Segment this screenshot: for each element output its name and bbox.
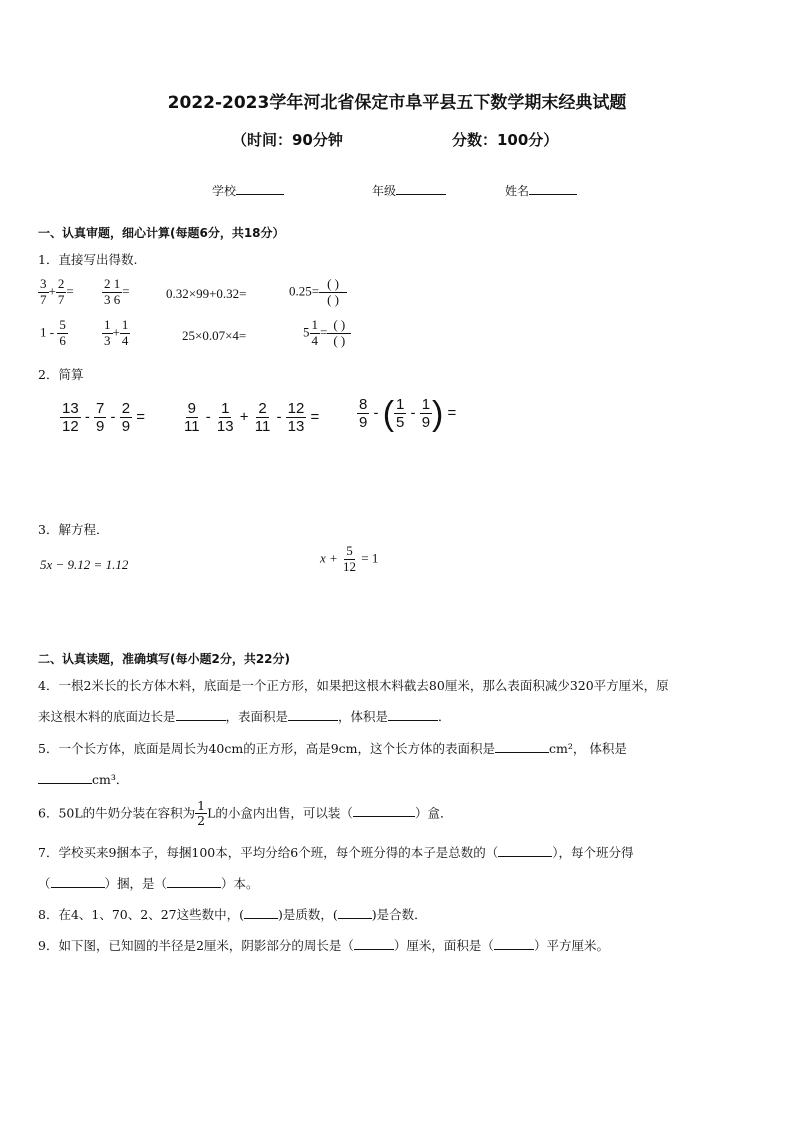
frac-den: 11 bbox=[184, 418, 200, 436]
q7-text-a: 7．学校买来9捆本子，每捆100本，平均分给6个班，每个班分得的本子是总数的（ bbox=[38, 845, 499, 860]
section2-heading: 二、认真读题，准确填写(每小题2分，共22分) bbox=[38, 652, 291, 666]
frac-num: 1 bbox=[221, 400, 230, 417]
q3-equation-1: 5x − 9.12 = 1.12 bbox=[40, 557, 129, 572]
q7-text-e: ）本。 bbox=[221, 876, 259, 891]
q6-text-b: L的小盒内出售，可以装（ bbox=[207, 805, 353, 821]
right-paren: ) bbox=[432, 394, 444, 433]
q4-text-c: ，体积是 bbox=[338, 709, 389, 724]
frac-den: 12 bbox=[343, 558, 357, 574]
section1-heading: 一、认真审题，细心计算(每题6分，共18分） bbox=[38, 226, 285, 240]
frac-den: 4 bbox=[311, 332, 318, 348]
q1-item-e bbox=[40, 318, 68, 349]
frac-num: 12 bbox=[287, 400, 305, 417]
frac-den: 11 bbox=[254, 418, 271, 436]
lead-text: 1 - bbox=[40, 324, 58, 340]
q1-item-c: 0.32×99+0.32= bbox=[166, 286, 247, 301]
frac-den: 7 bbox=[40, 291, 47, 307]
name-field bbox=[505, 182, 577, 199]
q2-label: 2．简算 bbox=[38, 367, 84, 382]
frac-num: 2 bbox=[258, 400, 267, 417]
q8-blank-prime[interactable] bbox=[244, 906, 278, 919]
q6-text-a: 6．50L的牛奶分装在容积为 bbox=[38, 805, 196, 821]
equals: = bbox=[310, 408, 320, 426]
q1-item-d bbox=[289, 277, 347, 308]
q7-text-d: ）捆，是（ bbox=[104, 876, 168, 891]
frac-num: 1 bbox=[311, 317, 318, 332]
frac-den: 3 6 bbox=[104, 291, 121, 307]
frac-num: 7 bbox=[96, 400, 105, 417]
operator: - bbox=[110, 408, 116, 426]
frac-den: ( ) bbox=[327, 291, 340, 307]
frac-den: 13 bbox=[216, 418, 234, 436]
frac-num: 2 bbox=[121, 400, 131, 417]
name-label: 姓名 bbox=[505, 184, 530, 198]
operator: + bbox=[239, 408, 249, 426]
q7-line-2 bbox=[38, 874, 259, 892]
q7-blank-books[interactable] bbox=[167, 875, 221, 888]
frac-num: 3 bbox=[40, 276, 47, 291]
q4-text-b: ，表面积是 bbox=[225, 709, 289, 724]
frac-num: 2 bbox=[57, 276, 65, 291]
frac-num: 5 bbox=[59, 317, 66, 332]
operator: + bbox=[112, 324, 120, 340]
operator: - bbox=[373, 404, 379, 422]
q1-label: 1．直接写出得数. bbox=[38, 252, 138, 267]
q6-blank[interactable] bbox=[353, 804, 415, 817]
q2-expr-3 bbox=[357, 396, 456, 432]
q8-text-b: )是质数，( bbox=[278, 907, 338, 922]
q9-blank-area[interactable] bbox=[494, 937, 534, 950]
frac-den: 4 bbox=[121, 332, 129, 348]
equals: = bbox=[447, 404, 457, 422]
q7-blank-fraction[interactable] bbox=[498, 844, 552, 857]
name-blank[interactable] bbox=[529, 182, 577, 195]
frac-num: ( ) bbox=[319, 277, 347, 293]
grade-label: 年级 bbox=[372, 184, 397, 198]
operator: - bbox=[84, 408, 90, 426]
q3-equation-2 bbox=[320, 544, 378, 575]
equals: = bbox=[122, 283, 130, 299]
q4-blank-area[interactable] bbox=[288, 708, 338, 721]
operator: - bbox=[410, 404, 416, 422]
q4-line-2 bbox=[38, 707, 451, 725]
q6-text-c: ）盒． bbox=[414, 805, 453, 821]
frac-den: 6 bbox=[59, 332, 66, 348]
q8-text-c: )是合数． bbox=[371, 907, 427, 922]
frac-den: 3 bbox=[104, 332, 111, 348]
q6-line bbox=[38, 799, 452, 829]
whole-number: 5 bbox=[303, 324, 310, 340]
frac-den: 12 bbox=[62, 418, 79, 436]
frac-num: 1 bbox=[104, 317, 111, 332]
q4-text-d: ． bbox=[438, 709, 451, 724]
q9-text-c: ）平方厘米。 bbox=[533, 938, 609, 953]
frac-num: 8 bbox=[359, 396, 368, 413]
left-paren: ( bbox=[382, 394, 395, 433]
school-field bbox=[212, 182, 284, 199]
q5-line-2 bbox=[38, 770, 128, 788]
q2-expr-2 bbox=[182, 400, 319, 436]
operator: - bbox=[205, 408, 211, 426]
q8-blank-composite[interactable] bbox=[338, 906, 372, 919]
q5-blank-volume[interactable] bbox=[38, 771, 92, 784]
q7-blank-bundles[interactable] bbox=[51, 875, 105, 888]
q4-blank-side[interactable] bbox=[176, 708, 226, 721]
q9-text-a: 9．如下图，已知圆的半径是2厘米，阴影部分的周长是（ bbox=[38, 938, 354, 953]
q3-label: 3．解方程． bbox=[38, 522, 109, 537]
q1-item-f bbox=[102, 318, 130, 349]
frac-num: 1 bbox=[121, 317, 129, 332]
exam-title: 2022-2023学年河北省保定市阜平县五下数学期末经典试题 bbox=[167, 93, 627, 113]
q8-line bbox=[38, 905, 427, 923]
q9-text-b: ）厘米，面积是（ bbox=[393, 938, 494, 953]
equals: = bbox=[320, 324, 328, 340]
time-limit: （时间：90分钟 bbox=[232, 131, 343, 149]
operator: - bbox=[276, 408, 282, 426]
q4-line-1: 4．一根2米长的长方体木料，底面是一个正方形，如果把这根木料截去80厘米，那么表面积减少320平方厘米，原 bbox=[38, 678, 669, 693]
q5-text-b: cm²， 体积是 bbox=[549, 741, 627, 756]
total-score: 分数：100分） bbox=[452, 131, 559, 149]
frac-den: 9 bbox=[359, 414, 368, 432]
lead-text: x + bbox=[320, 550, 338, 566]
q1-item-g: 25×0.07×4= bbox=[182, 328, 247, 343]
school-label: 学校 bbox=[212, 184, 237, 198]
frac-num: 1 bbox=[197, 798, 206, 813]
q5-text-a: 5．一个长方体，底面是周长为40cm的正方形，高是9cm，这个长方体的表面积是 bbox=[38, 741, 496, 756]
frac-num: 5 bbox=[346, 543, 353, 558]
frac-num: 1 bbox=[396, 396, 405, 413]
frac-den: ( ) bbox=[333, 332, 346, 348]
equals: = bbox=[136, 408, 145, 426]
school-blank[interactable] bbox=[236, 182, 284, 195]
q7-text-b: ），每个班分得 bbox=[552, 845, 634, 860]
frac-num: 1 bbox=[421, 396, 431, 413]
grade-blank[interactable] bbox=[396, 182, 446, 195]
frac-den: 7 bbox=[57, 291, 65, 307]
q7-text-c: （ bbox=[38, 876, 51, 891]
q7-line-1 bbox=[38, 843, 634, 861]
frac-den: 5 bbox=[396, 414, 405, 432]
lead-text: 0.25= bbox=[289, 283, 320, 299]
grade-field bbox=[372, 182, 446, 199]
q2-expr-1 bbox=[60, 400, 145, 436]
frac-num: 2 1 bbox=[104, 276, 121, 291]
frac-den: 9 bbox=[96, 418, 105, 436]
frac-num: 9 bbox=[187, 400, 196, 417]
operator: + bbox=[48, 283, 56, 299]
frac-num: ( ) bbox=[327, 318, 351, 334]
q5-line-1 bbox=[38, 739, 627, 757]
q9-line bbox=[38, 936, 609, 954]
q1-item-a bbox=[38, 277, 74, 308]
tail-text: = 1 bbox=[361, 550, 379, 566]
frac-num: 13 bbox=[62, 400, 79, 417]
q1-item-h bbox=[303, 318, 351, 349]
q4-blank-volume[interactable] bbox=[388, 708, 438, 721]
frac-den: 13 bbox=[287, 418, 305, 436]
frac-den: 2 bbox=[197, 813, 206, 829]
equals: = bbox=[66, 283, 74, 299]
q4-text-a: 来这根木料的底面边长是 bbox=[38, 709, 176, 724]
q9-blank-perimeter[interactable] bbox=[354, 937, 394, 950]
frac-den: 9 bbox=[421, 414, 431, 432]
frac-den: 9 bbox=[121, 418, 131, 436]
q5-blank-area[interactable] bbox=[495, 740, 549, 753]
q1-item-b bbox=[102, 277, 130, 308]
q5-unit: cm³． bbox=[92, 772, 129, 787]
q8-text-a: 8．在4、1、70、2、27这些数中，( bbox=[38, 907, 245, 922]
